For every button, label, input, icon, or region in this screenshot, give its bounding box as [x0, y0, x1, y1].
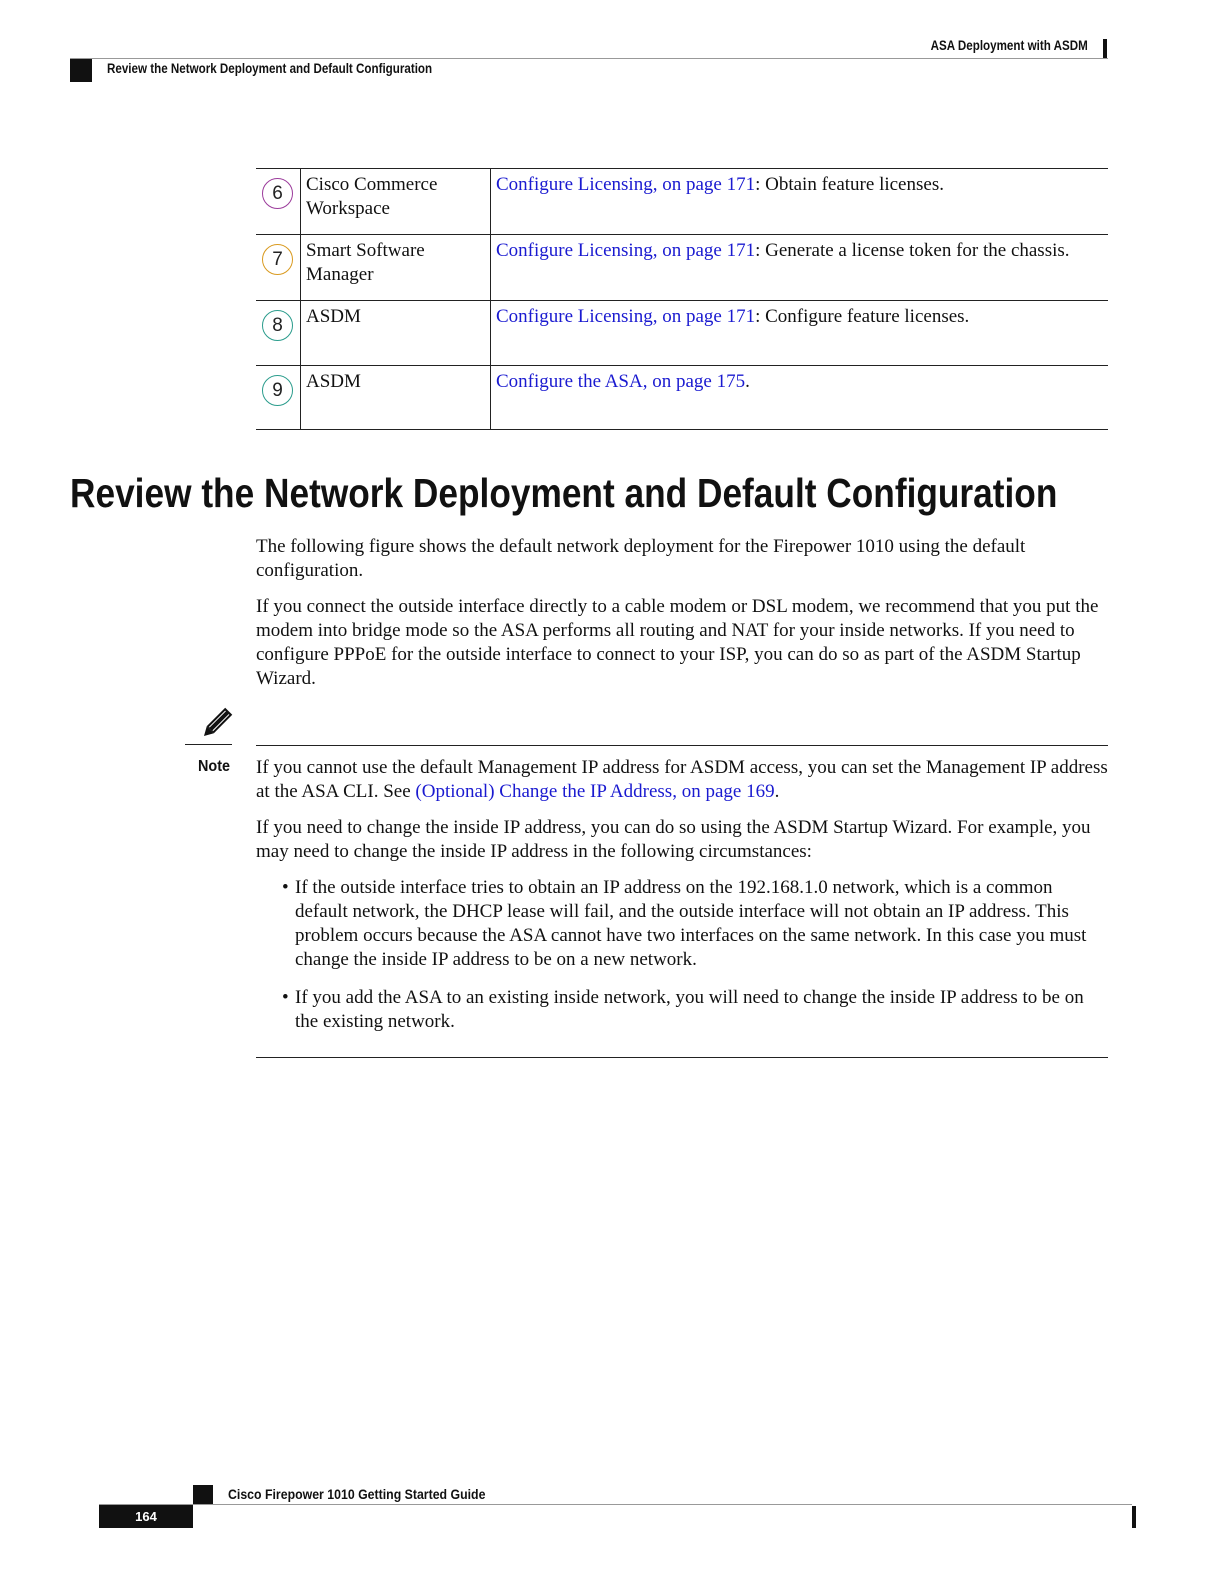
change-ip-address-link[interactable]: (Optional) Change the IP Address, on page 169 [415, 781, 775, 802]
table-cell-action: Configure Licensing, on page 171: Generate a license token for the chassis. [496, 240, 1070, 261]
footer-bar [1132, 1506, 1136, 1528]
footer-rule [99, 1504, 1132, 1505]
page-number: 164 [99, 1505, 193, 1528]
note-end-rule [256, 1057, 1108, 1058]
note-rule [185, 744, 232, 745]
page-title: Review the Network Deployment and Default Configuration [70, 470, 1058, 516]
configure-licensing-link[interactable]: Configure Licensing, on page 171 [496, 306, 756, 327]
workflow-table [256, 168, 1108, 430]
pencil-icon [196, 704, 236, 744]
footer-block [193, 1485, 213, 1505]
bullet-list [256, 876, 1109, 1034]
header-block [70, 59, 92, 82]
note-rule [256, 745, 1108, 746]
table-row [256, 300, 1108, 365]
table-cell-source: ASDM [301, 301, 491, 365]
table-row [256, 234, 1108, 300]
intro-text [256, 535, 1109, 703]
paragraph: If you cannot use the default Management IP address for ASDM access, you can set the Management IP address at the ASA CLI. See (Optional) Change the IP Address, on page 169. [256, 757, 1108, 802]
table-cell-source: Smart Software Manager [301, 235, 491, 300]
note-label: Note [198, 758, 231, 775]
paragraph: If you need to change the inside IP address, you can do so using the ASDM Startup Wizard. For example, you may need to change the inside IP address in the following circumstances: [256, 817, 1091, 862]
paragraph: If you connect the outside interface directly to a cable modem or DSL modem, we recommend that you put the modem into bridge mode so the ASA performs all routing and NAT for your inside networks. If you need to configure PPPoE for the outside interface to connect to your ISP, you can do so as part of the ASDM Startup Wizard. [256, 596, 1099, 689]
step-number-badge: 8 [262, 310, 293, 341]
table-cell-action: Configure Licensing, on page 171: Configure feature licenses. [496, 306, 970, 327]
running-header-section: Review the Network Deployment and Default Configuration [107, 61, 433, 76]
step-number-badge: 9 [262, 375, 293, 406]
paragraph: The following figure shows the default network deployment for the Firepower 1010 using the default configuration. [256, 536, 1026, 581]
header-rule [70, 58, 1108, 59]
list-item: • If you add the ASA to an existing inside network, you will need to change the inside IP address to be on the existing network. [295, 986, 1109, 1034]
table-cell-action: Configure the ASA, on page 175. [496, 371, 750, 392]
configure-asa-link[interactable]: Configure the ASA, on page 175 [496, 371, 746, 392]
running-header-chapter: ASA Deployment with ASDM [930, 38, 1088, 53]
table-row [256, 168, 1108, 234]
table-cell-action: Configure Licensing, on page 171: Obtain feature licenses. [496, 174, 944, 195]
footer-title: Cisco Firepower 1010 Getting Started Guide [228, 1486, 486, 1502]
step-number-badge: 6 [262, 178, 293, 209]
note-content [256, 756, 1109, 1048]
list-item: • If the outside interface tries to obtain an IP address on the 192.168.1.0 network, which is a common default network, the DHCP lease will fail, and the outside interface will not obtain an IP address. This problem occurs because the ASA cannot have two interfaces on the same network. In this case you must change the inside IP address to be on a new network. [295, 876, 1109, 972]
header-bar [1103, 39, 1107, 58]
step-number-badge: 7 [262, 244, 293, 275]
table-cell-source: Cisco Commerce Workspace [301, 169, 491, 234]
configure-licensing-link[interactable]: Configure Licensing, on page 171 [496, 174, 756, 195]
configure-licensing-link[interactable]: Configure Licensing, on page 171 [496, 240, 756, 261]
table-cell-source: ASDM [301, 366, 491, 429]
table-row [256, 365, 1108, 430]
